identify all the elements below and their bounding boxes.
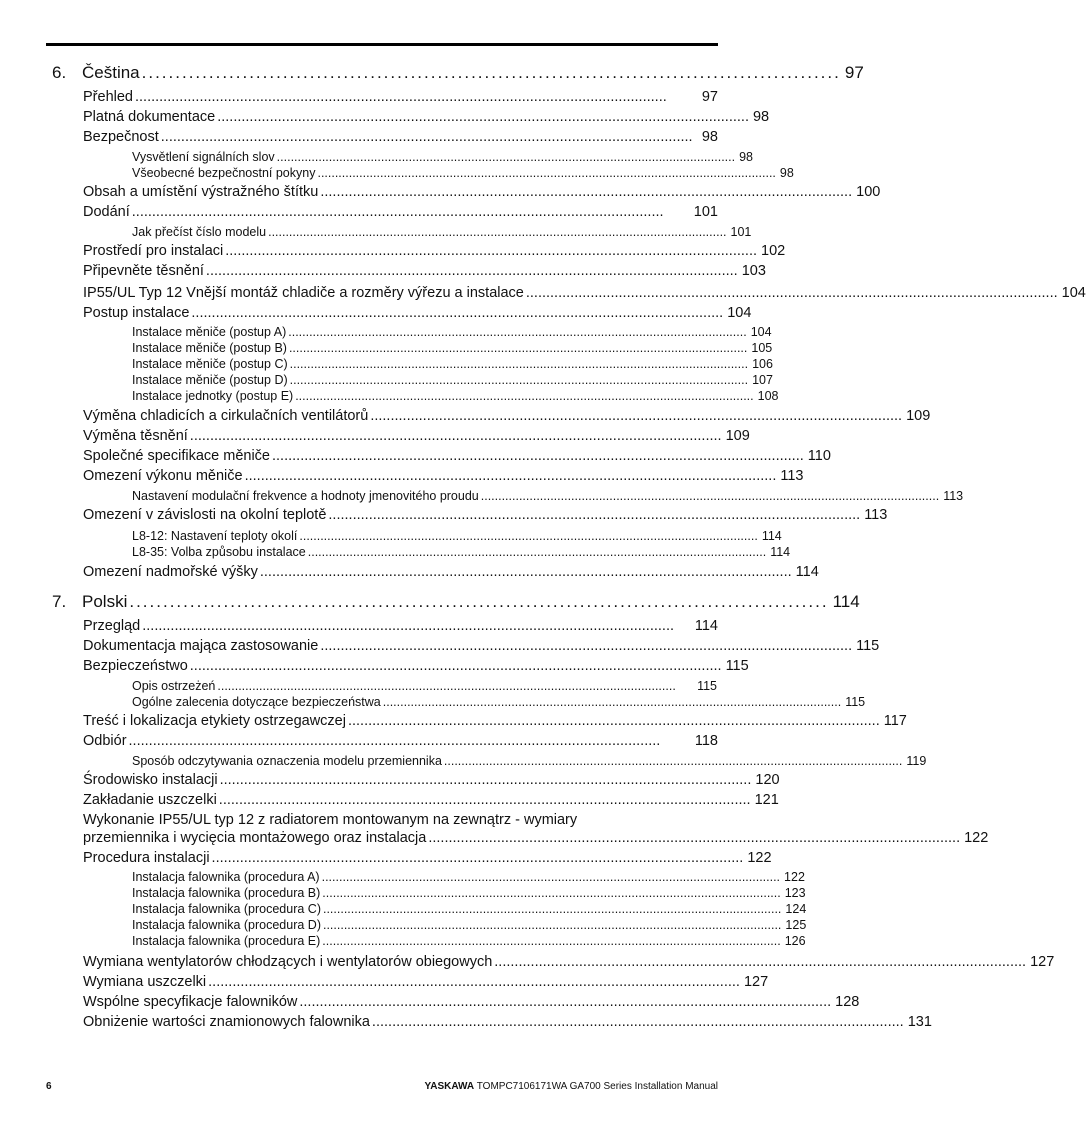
toc-entry[interactable]: Přehled .................................................................................................................................... 97 xyxy=(83,89,718,105)
toc-subentry[interactable]: Instalacja falownika (procedura A) .................................................................................................................................... 122 xyxy=(132,870,805,884)
page-number: 97 xyxy=(844,63,864,82)
toc-entry[interactable]: Výměna chladicích a cirkulačních ventilátorů .................................................................................................................................... 109 xyxy=(83,408,931,424)
toc-subentry[interactable]: Jak přečíst číslo modelu .................................................................................................................................... 101 xyxy=(132,225,752,239)
toc-entry[interactable]: Obniżenie wartości znamionowych falownika .................................................................................................................................... 131 xyxy=(83,1014,932,1030)
toc-subentry[interactable]: Vysvětlení signálních slov .................................................................................................................................... 98 xyxy=(132,150,754,164)
toc-section-polski[interactable]: 7. Polski ........................................................................................................ 114 xyxy=(52,592,860,611)
toc-entry[interactable]: Procedura instalacji .................................................................................................................................... 122 xyxy=(83,850,772,866)
toc-entry[interactable]: Postup instalace .................................................................................................................................... 104 xyxy=(83,305,752,321)
toc-entry[interactable]: Omezení nadmořské výšky .................................................................................................................................... 114 xyxy=(83,564,819,580)
section-title: Čeština xyxy=(82,63,140,82)
footer-doc-title xyxy=(424,1081,718,1092)
toc-subentry[interactable]: Nastavení modulační frekvence a hodnoty jmenovitého proudu .................................................................................................................................... 113 xyxy=(132,489,964,503)
toc-entry[interactable]: Odbiór .................................................................................................................................... 118 xyxy=(83,733,718,749)
page-number: 114 xyxy=(832,592,860,611)
toc-entry[interactable]: Bezpečnost .................................................................................................................................... 98 xyxy=(83,129,718,145)
top-rule xyxy=(46,43,718,46)
toc-entry[interactable]: Treść i lokalizacja etykiety ostrzegawczej .................................................................................................................................... 117 xyxy=(83,713,907,729)
toc-entry[interactable]: Platná dokumentace .................................................................................................................................... 98 xyxy=(83,109,770,125)
footer-page-number: 6 xyxy=(46,1081,52,1092)
toc-entry[interactable]: Środowisko instalacji .................................................................................................................................... 120 xyxy=(83,772,780,788)
dot-leader: ........................................................................................................ xyxy=(141,63,841,82)
toc-entry[interactable]: Bezpieczeństwo .................................................................................................................................... 115 xyxy=(83,658,749,674)
toc-subentry[interactable]: Ogólne zalecenia dotyczące bezpieczeństwa .................................................................................................................................... 115 xyxy=(132,695,866,709)
footer-doc: TOMPC7106171WA GA700 Series Installation Manual xyxy=(476,1081,718,1092)
toc-subentry[interactable]: Opis ostrzeżeń .................................................................................................................................... 115 xyxy=(132,679,717,693)
toc-entry[interactable]: Wspólne specyfikacje falowników .................................................................................................................................... 128 xyxy=(83,994,860,1010)
toc-subentry[interactable]: Instalace měniče (postup B) .................................................................................................................................... 105 xyxy=(132,341,773,355)
toc-entry[interactable]: Dokumentacja mająca zastosowanie .................................................................................................................................... 115 xyxy=(83,638,880,654)
toc-subentry[interactable]: Instalacja falownika (procedura C) .................................................................................................................................... 124 xyxy=(132,902,807,916)
toc-entry[interactable]: Prostředí pro instalaci .................................................................................................................................... 102 xyxy=(83,243,786,259)
section-title: Polski xyxy=(82,592,128,611)
toc-entry[interactable]: Przegląd .................................................................................................................................... 114 xyxy=(83,618,718,634)
toc-entry[interactable]: Wymiana wentylatorów chłodzących i wentylatorów obiegowych .................................................................................................................................... 127 xyxy=(83,954,1055,970)
toc-entry[interactable]: Omezení výkonu měniče .................................................................................................................................... 113 xyxy=(83,468,804,484)
toc-entry[interactable]: Výměna těsnění .................................................................................................................................... 109 xyxy=(83,428,750,444)
footer-brand: YASKAWA xyxy=(424,1081,475,1092)
toc-entry[interactable]: Omezení v závislosti na okolní teplotě .................................................................................................................................... 113 xyxy=(83,507,888,523)
toc-subentry[interactable]: L8-12: Nastavení teploty okolí .................................................................................................................................... 114 xyxy=(132,529,782,543)
toc-subentry[interactable]: Všeobecné bezpečnostní pokyny .................................................................................................................................... 98 xyxy=(132,166,794,180)
toc-entry[interactable]: Wymiana uszczelki .................................................................................................................................... 127 xyxy=(83,974,769,990)
toc-entry[interactable]: Zakładanie uszczelki .................................................................................................................................... 121 xyxy=(83,792,779,808)
toc-subentry[interactable]: Instalace měniče (postup C) .................................................................................................................................... 106 xyxy=(132,357,773,371)
toc-subentry[interactable]: Instalacja falownika (procedura D) .................................................................................................................................... 125 xyxy=(132,918,807,932)
toc-entry[interactable]: Připevněte těsnění .................................................................................................................................... 103 xyxy=(83,263,766,279)
toc-entry[interactable]: IP55/UL Typ 12 Vnější montáž chladiče a rozměry výřezu a instalace .................................................................................................................................... 104 xyxy=(83,285,1086,301)
toc-entry[interactable]: Společné specifikace měniče .................................................................................................................................... 110 xyxy=(83,448,831,464)
toc-subentry[interactable]: Instalace měniče (postup A) .................................................................................................................................... 104 xyxy=(132,325,772,339)
toc-subentry[interactable]: Sposób odczytywania oznaczenia modelu przemiennika .................................................................................................................................... 119 xyxy=(132,754,927,768)
toc-subentry[interactable]: Instalace měniče (postup D) .................................................................................................................................... 107 xyxy=(132,373,773,387)
toc-subentry[interactable]: Instalace jednotky (postup E) .................................................................................................................................... 108 xyxy=(132,389,779,403)
dot-leader: ........................................................................................................ xyxy=(129,592,829,611)
toc-section-cestina[interactable]: 6. Čeština ........................................................................................................ 97 xyxy=(52,63,864,82)
toc-subentry[interactable]: Instalacja falownika (procedura B) .................................................................................................................................... 123 xyxy=(132,886,806,900)
toc-entry[interactable]: Dodání .................................................................................................................................... 101 xyxy=(83,204,718,220)
toc-entry[interactable]: przemiennika i wycięcia montażowego oraz instalacja .................................................................................................................................... 122 xyxy=(83,830,989,846)
toc-entry[interactable]: Obsah a umístění výstražného štítku .................................................................................................................................... 100 xyxy=(83,184,881,200)
toc-subentry[interactable]: L8-35: Volba způsobu instalace .................................................................................................................................... 114 xyxy=(132,545,791,559)
toc-subentry[interactable]: Instalacja falownika (procedura E) .................................................................................................................................... 126 xyxy=(132,934,806,948)
toc-entry-line1[interactable]: Wykonanie IP55/UL typ 12 z radiatorem montowanym na zewnątrz - wymiary xyxy=(83,812,578,828)
